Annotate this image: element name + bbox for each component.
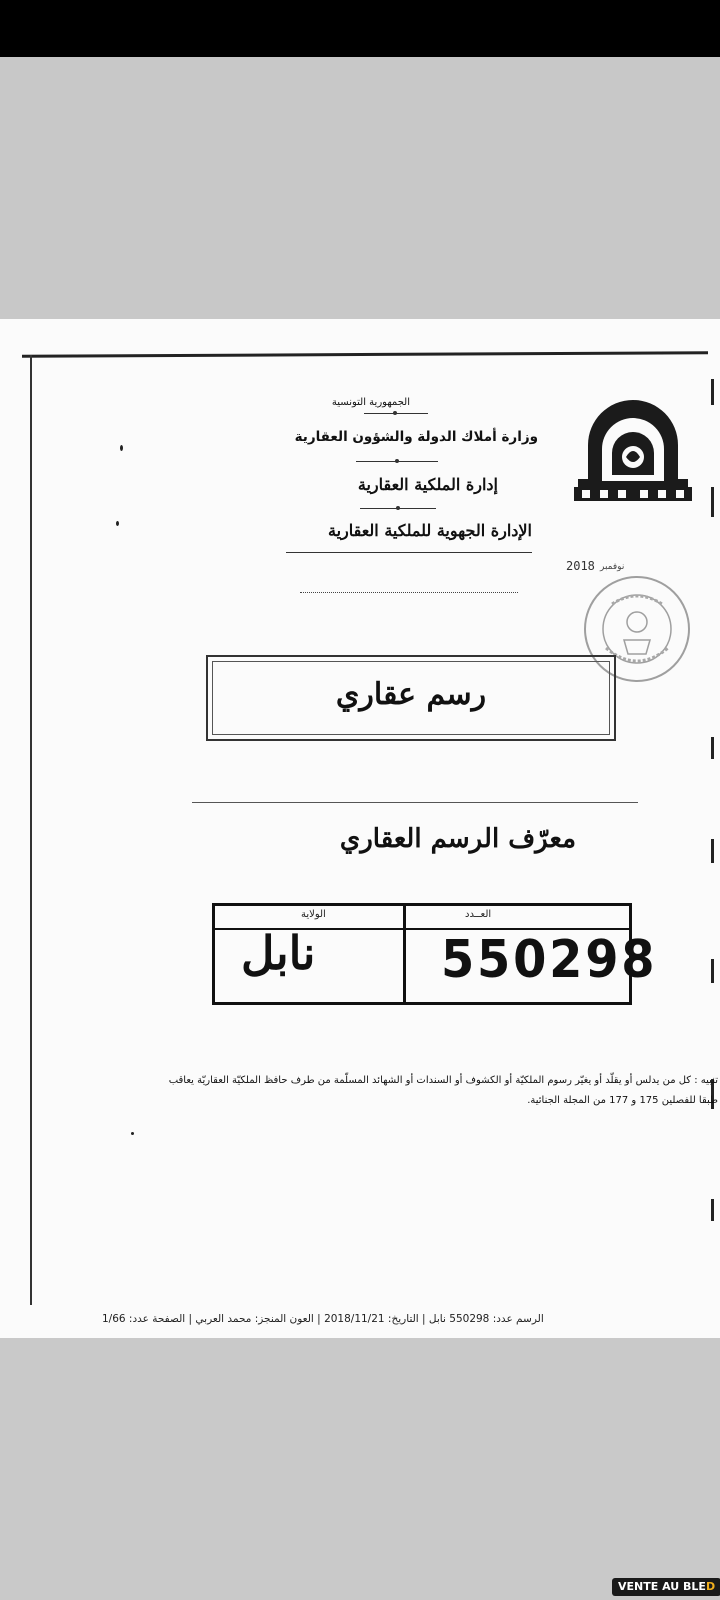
identifier-table	[212, 903, 658, 1005]
legal-warning	[118, 1071, 718, 1111]
edge-mark	[711, 487, 714, 517]
ministry-name: وزارة أملاك الدولة والشؤون العقارية	[294, 429, 538, 445]
warning-line: طبقا للفصلين 175 و 177 من المجلة الجنائية.	[527, 1095, 718, 1106]
edge-mark	[711, 959, 714, 983]
top-margin	[0, 57, 720, 319]
warning-line: تنبيه : كل من يدلس أو يقلّد أو يغيّر رسوم الملكيّة أو الكشوف أو السندات أو الشهائد المسلّمة من طرف حافظ الملكيّة العقاريّة يعاقب	[168, 1075, 718, 1086]
table-column-divider	[403, 906, 406, 1002]
document-title: رسم عقاري	[335, 677, 487, 712]
number-label: العــدد	[465, 909, 492, 920]
separator-dot	[396, 506, 400, 510]
separator-dot	[395, 459, 399, 463]
property-administration-logo	[568, 379, 698, 509]
watermark-mark: D	[705, 1580, 716, 1593]
republic-name: الجمهورية التونسية	[331, 397, 410, 408]
separator-line	[192, 802, 638, 803]
scan-speck	[116, 521, 119, 526]
watermark-text: VENTE AU BLE	[618, 1580, 706, 1593]
state-name: نابل	[241, 926, 316, 980]
state-label: الولاية	[301, 909, 326, 920]
dotted-line	[300, 592, 518, 593]
administration-name: إدارة الملكية العقارية	[357, 475, 498, 494]
bottom-margin	[0, 1338, 720, 1600]
watermark-logo	[612, 1578, 720, 1596]
document-footer: الرسم عدد: 550298 نابل | التاريخ: 2018/11/21 | العون المنجز: محمد العربي | الصفحة عدد: 1/66	[102, 1313, 544, 1325]
separator-dot	[393, 411, 397, 415]
left-rule	[30, 355, 32, 1305]
status-bar	[0, 0, 720, 57]
separator	[286, 552, 532, 553]
edge-mark	[711, 1199, 714, 1221]
edge-mark	[711, 839, 714, 863]
title-box	[206, 655, 616, 741]
top-rule	[22, 351, 708, 358]
identifier-heading: معرّف الرسم العقاري	[339, 824, 576, 854]
edge-mark	[711, 737, 714, 759]
stamp-year: 2018	[566, 559, 595, 573]
title-number: 550298	[441, 930, 658, 990]
stamp-month: نوفمبر	[600, 562, 625, 572]
document-page	[0, 319, 720, 1338]
scan-speck	[120, 445, 123, 451]
edge-mark	[711, 379, 714, 405]
regional-administration: الإدارة الجهوية للملكية العقارية	[327, 521, 532, 540]
scan-speck	[131, 1132, 134, 1135]
